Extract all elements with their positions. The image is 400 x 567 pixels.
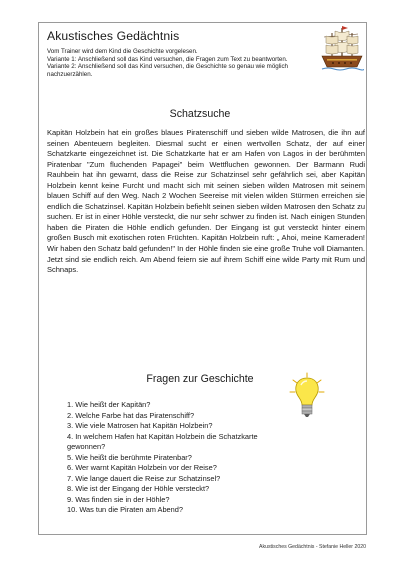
instruction-variant-2: Variante 2: Anschließend soll das Kind versuchen, die Geschichte so genau wie möglich nachzuerzählen.	[47, 63, 288, 78]
question-item: 5. Wie heißt die berühmte Piratenbar?	[67, 452, 192, 462]
story-text: Kapitän Holzbein hat ein großes blaues Piratenschiff und sieben wilde Matrosen, die ihn auf seinen Abenteuern begleiten. Diesmal sucht er einen wertvollen Schatz, der auf einer Schatzkarte eingezeichnet ist. Die Schatzkarte hat er am Hafen von Lagos in der berühmten Piratenbar "Zum fluchenden Papagei" beim Wettfluchen gewonnen. Der Barmann Rudi Rauhbein hat ihn gewarnt, dass die Reise zur Schatzinsel sehr gefährlich sei, aber Kapitän Holzbein kennt keine Furcht und macht sich mit seinen sieben wilden Matrosen mit seinem blauen Schiff auf den Weg. Nach 2 Wochen Seereise mit vielen wilden Stürmen erreichen sie endlich die Schatzinsel. Kapitän Holzbein befiehlt seinen sieben wilden Matrosen den Schatz zu suchen. Er ist in einer Höhle versteckt, die nur sehr schwer zu finden ist. Nach einigen Stunden haben die Piraten die Höhle endlich gefunden. Der Eingang ist gut versteckt hinter einem großen Busch mit exotischen roten Früchten. Kapitän Holzbein ruft: „ Ahoi, meine Kameraden! Wir haben den Schatz bald gefunden!" In der Höhle finden sie eine große Truhe voll Diamanten. Jetzt sind sie endlich reich. Am Abend feiern sie auf ihrem Schiff eine wilde Party mit Rum und Schnaps.	[47, 128, 365, 275]
question-item: 7. Wie lange dauert die Reise zur Schatzinsel?	[67, 473, 221, 483]
light-bulb-icon	[287, 372, 327, 422]
instruction-line: Vom Trainer wird dem Kind die Geschichte vorgelesen.	[47, 48, 198, 55]
question-item: 9. Was finden sie in der Höhle?	[67, 494, 170, 504]
questions-title: Fragen zur Geschichte	[146, 373, 254, 385]
question-item: 2. Welche Farbe hat das Piratenschiff?	[67, 410, 195, 420]
question-item: 8. Wie ist der Eingang der Höhle versteckt?	[67, 484, 210, 493]
question-item: 6. Wer warnt Kapitän Holzbein vor der Reise?	[67, 463, 217, 472]
instructions	[47, 48, 309, 78]
question-item: 1. Wie heißt der Kapitän?	[67, 400, 151, 409]
footer-credit: Akustisches Gedächtnis - Stefanie Heller 2020	[259, 544, 366, 550]
pirate-ship-icon	[320, 25, 364, 71]
story-title: Schatzsuche	[169, 108, 231, 120]
question-list	[67, 400, 277, 516]
question-item: 3. Wie viele Matrosen hat Kapitän Holzbein?	[67, 421, 213, 430]
worksheet-title: Akustisches Gedächtnis	[47, 29, 180, 43]
question-item: 10. Was tun die Piraten am Abend?	[67, 505, 183, 514]
instruction-variant-1: Variante 1: Anschließend soll das Kind versuchen, die Fragen zum Text zu beantworten.	[47, 55, 288, 63]
question-item: 4. In welchem Hafen hat Kapitän Holzbein die Schatzkarte gewonnen?	[67, 431, 258, 451]
